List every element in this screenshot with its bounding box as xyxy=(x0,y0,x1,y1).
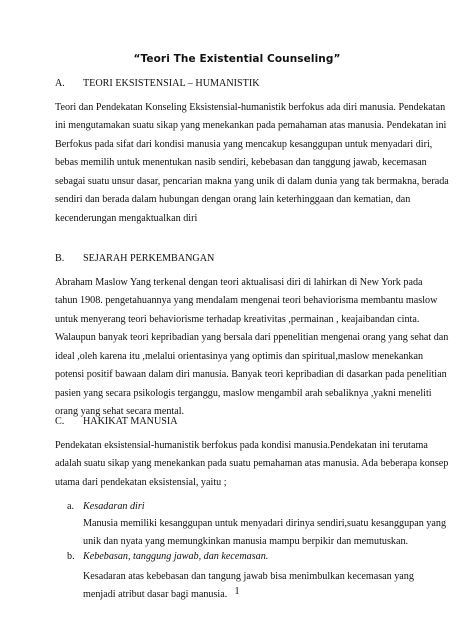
section-b-title: SEJARAH PERKEMBANGAN xyxy=(83,253,215,264)
paragraph-line: bebas memilih untuk menentukan nasib sendiri, kebebasan dan tanggung jawab, kecemasan xyxy=(55,157,427,169)
paragraph-line: ini mengutamakan suatu sikap yang menekankan pada pemahaman atas manusia. Pendekatan ini xyxy=(55,120,447,132)
paragraph-line: tahun 1908. pengetahuannya yang mendalam mengenai teori behaviorisma membantu maslow xyxy=(55,295,438,307)
paragraph-line: orang yang sehat secara mental. xyxy=(55,406,185,418)
list-item-kebebasan xyxy=(67,551,427,562)
section-b-paragraph xyxy=(55,274,449,422)
list-item-line: unik dan nyata yang memungkinkan manusia mampu berpikir dan memutuskan. xyxy=(83,535,409,547)
section-a-paragraph xyxy=(55,99,449,228)
paragraph-line: sebagai suatu unsur dasar, pencarian makna yang unik di dalam dunia yang tak bermakna, berada xyxy=(55,175,449,187)
paragraph-line: Walaupun banyak teori kepribadian yang bersala dari ppenelitian mengenai orang yang sehat dan xyxy=(55,332,449,344)
section-b-heading xyxy=(55,253,214,264)
list-item-marker: a. xyxy=(67,501,75,512)
section-a-title: TEORI EKSISTENSIAL – HUMANISTIK xyxy=(83,78,260,89)
section-b-label: B. xyxy=(55,253,65,264)
list-item-body xyxy=(83,515,447,550)
paragraph-line: Berfokus pada sifat dari kondisi manusia yang mencakup kesanggupan untuk menyadari diri, xyxy=(55,138,433,150)
paragraph-line: sendiri dan berada dalam hubungan dengan orang lain keterhinggaan dan kematian, dan xyxy=(55,194,411,206)
list-item-line: Kesadaran atas kebebasan dan tangung jawab bisa menimbulkan kecemasan yang xyxy=(83,571,414,582)
document-title: “Teori The Existential Counseling” xyxy=(133,53,341,65)
section-c-paragraph xyxy=(55,437,449,492)
section-c-heading xyxy=(55,416,178,427)
list-item-title: Kesadaran diri xyxy=(83,501,145,512)
paragraph-line: potensi positif bawaan dalam diri manusia. Banyak teori kepribadian di dasarkan pada penelitian xyxy=(55,369,447,381)
paragraph-line: pasien yang secara psikologis terganggu, maslow mengambil arah sebaliknya ,yakni meneliti xyxy=(55,387,432,399)
list-item-marker: b. xyxy=(67,551,75,562)
list-item-line: Manusia memiliki kesanggupan untuk menyadari dirinya sendiri,suatu kesanggupan yang xyxy=(83,518,447,529)
paragraph-line: Abraham Maslow Yang terkenal dengan teori aktualisasi diri di lahirkan di New York pada xyxy=(55,277,423,288)
page-number: 1 xyxy=(234,586,240,597)
paragraph-line: Teori dan Pendekatan Konseling Eksistensial-humanistik berfokus ada diri manusia. Pendekatan xyxy=(55,102,446,113)
section-a-label: A. xyxy=(55,78,65,89)
paragraph-line: utama dari pendekatan eksistensial, yaitu ; xyxy=(55,476,227,488)
list-item-kesadaran-diri xyxy=(67,501,427,512)
list-item-line: menjadi atribut dasar bagi manusia. xyxy=(83,588,228,600)
paragraph-line: ideal ,oleh karena itu ,melalui orientasinya yang optimis dan spiritual,maslow menekankan xyxy=(55,350,424,362)
section-c-title: HAKIKAT MANUSIA xyxy=(83,416,178,427)
section-c-label: C. xyxy=(55,416,65,427)
section-a-heading xyxy=(55,78,260,89)
paragraph-line: adalah suatu sikap yang menekankan pada suatu pemahaman atas manusia. Ada beberapa konsep xyxy=(55,458,449,470)
paragraph-line: Pendekatan eksistensial-humanistik berfokus pada kondisi manusia.Pendekatan ini terutama xyxy=(55,440,428,451)
paragraph-line: kecenderungan mengaktualkan diri xyxy=(55,212,198,224)
list-item-title: Kebebasan, tanggung jawab, dan kecemasan. xyxy=(83,551,269,562)
paragraph-line: untuk menyerang teori behaviorisme terhadap kreativitas ,permainan , keajaibandan cinta. xyxy=(55,313,420,325)
